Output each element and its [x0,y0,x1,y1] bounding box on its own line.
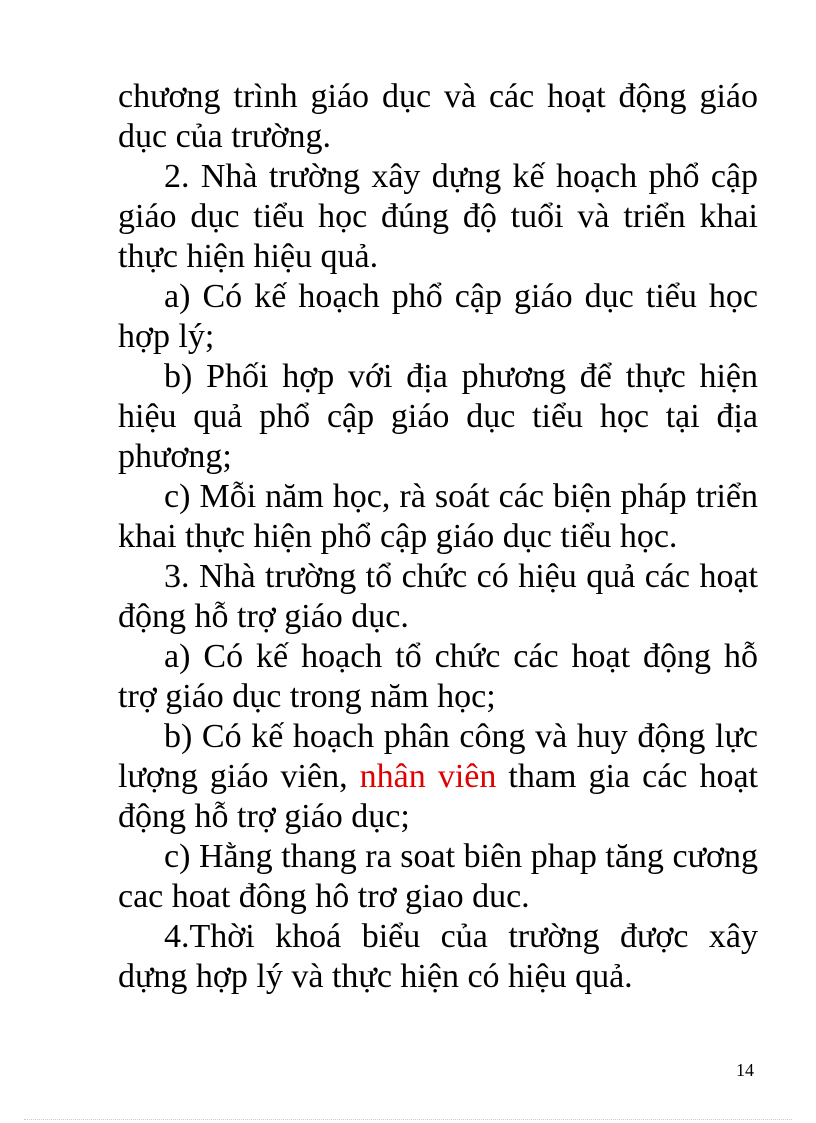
highlighted-text: nhân viên [359,758,497,795]
paragraph-criterion-2: 2. Nhà trường xây dựng kế hoạch phổ cập giáo dục tiểu học đúng độ tuổi và triển khai thực hiện hiệu quả. [118,158,758,275]
page-bottom-divider [24,1119,792,1120]
paragraph-criterion-3a: a) Có kế hoạch tổ chức các hoạt động hỗ trợ giáo dục trong năm học; [118,638,758,715]
paragraph-3b-text-after: tham gia các hoạt động hỗ trợ giáo dục; [118,758,758,835]
paragraph-criterion-2c: c) Mỗi năm học, rà soát các biện pháp triển khai thực hiện phổ cập giáo dục tiểu học. [118,478,758,555]
paragraph-criterion-4: 4.Thời khoá biểu của trường được xây dựng hợp lý và thực hiện có hiệu quả. [118,918,758,995]
paragraph-criterion-2b: b) Phối hợp với địa phương để thực hiện hiệu quả phổ cập giáo dục tiểu học tại địa phương; [118,358,758,475]
paragraph-criterion-3: 3. Nhà trường tổ chức có hiệu quả các hoạt động hỗ trợ giáo dục. [118,558,758,635]
paragraph-criterion-3b [118,717,758,837]
paragraph-3b-text-before: b) Có kế hoạch phân công và huy động lực lượng giáo viên, [118,718,758,795]
paragraph-criterion-2a: a) Có kế hoạch phổ cập giáo dục tiểu học hợp lý; [118,278,758,355]
page-number: 14 [736,1060,754,1080]
paragraph-criterion-3c: c) Hằng thang ra soat biên phap tăng cương cac hoat đông hô trơ giao duc. [118,838,758,915]
document-body [118,77,758,997]
paragraph-intro-continuation: chương trình giáo dục và các hoạt động giáo dục của trường. [118,78,758,155]
